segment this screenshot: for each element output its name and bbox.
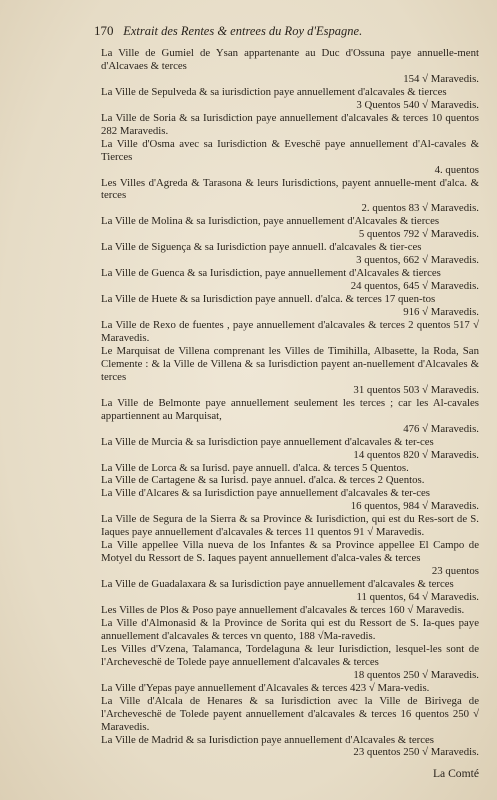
revenue-entry <box>101 241 479 267</box>
entry-amount: 23 quentos <box>431 565 479 578</box>
revenue-entry <box>101 604 479 617</box>
entry-amount: 23 quentos 250 √ Maravedis. <box>353 746 479 759</box>
revenue-entry <box>101 267 479 293</box>
entry-text: La Ville d'Almonasid & la Province de Sorita qui est du Ressort de S. Ia-ques paye annuellement d'alcavales & terces vn quento, 188 √Ma-ravedis. <box>101 616 479 642</box>
entry-amount: 18 quentos 250 √ Maravedis. <box>353 668 479 681</box>
entry-text: La Ville de Molina & sa Iurisdiction, paye annuellement d'Alcavales & tierces <box>101 215 440 228</box>
entry-text: La Ville d'Yepas paye annuellement d'Alcavales & terces 423 √ Mara-vedis. <box>101 681 430 694</box>
revenue-entry <box>101 47 479 86</box>
revenue-entry <box>101 734 479 760</box>
entry-text: Le Marquisat de Villena comprenant les Villes de Timihilla, Albasette, la Roda, San Clemente : & la Ville de Villena & sa Iurisdiction payent an-nuellement d'Alcavales & terces <box>101 344 479 383</box>
revenue-entry <box>101 293 479 319</box>
entry-amount: 11 quentos, 64 √ Maravedis. <box>356 591 479 604</box>
revenue-entry <box>101 397 479 436</box>
running-title: Extrait des Rentes & entrees du Roy d'Espagne. <box>123 24 363 38</box>
revenue-entry <box>101 487 479 513</box>
entry-amount: 4. quentos <box>434 163 479 176</box>
entry-text: La Ville de Belmonte paye annuellement seulement les terces ; car les Al-cavales appartiennent au Marquisat, <box>101 396 479 422</box>
catchword: La Comté <box>432 767 479 780</box>
revenue-entry <box>101 539 479 578</box>
entry-text: La Ville de Siguença & sa Iurisdiction paye annuell. d'alcavales & tier-ces <box>101 241 422 254</box>
revenue-entry <box>101 86 479 112</box>
entry-text: La Ville d'Osma avec sa Iurisdiction & Eveschë paye annuellement d'Al-cavales & Tierces <box>101 137 479 163</box>
revenue-entry <box>101 319 479 345</box>
entry-text: La Ville de Murcia & sa Iurisdiction paye annuellement d'alcavales & ter-ces <box>101 435 434 448</box>
entry-text: La Ville de Guenca & sa Iurisdiction, paye annuellement d'Alcavales & tierces <box>101 267 441 280</box>
revenue-entry <box>101 474 479 487</box>
entry-text: La Ville de Madrid & sa Iurisdiction paye annuellement d'Alcavales & terces <box>101 733 434 746</box>
revenue-entry <box>101 643 479 682</box>
entry-amount: 476 √ Maravedis. <box>403 422 479 435</box>
revenue-entry <box>101 138 479 177</box>
entry-amount: 3 Quentos 540 √ Maravedis. <box>356 98 479 111</box>
revenue-entry <box>101 436 479 462</box>
revenue-entry <box>101 462 479 475</box>
revenue-entry <box>101 177 479 216</box>
revenue-entry <box>101 682 479 695</box>
entry-text: La Ville de Cartagene & sa Iurisd. paye annuel. d'alca. & terces 2 Quentos. <box>101 474 425 487</box>
revenue-entry <box>101 513 479 539</box>
entry-amount: 24 quentos, 645 √ Maravedis. <box>350 280 479 293</box>
entry-text: La Ville de Sepulveda & sa iurisdiction paye annuellement d'alcavales & tierces <box>101 85 447 98</box>
entry-text: La Ville de Rexo de fuentes , paye annuellement d'alcavales & terces 2 quentos 517 √ Maravedis. <box>101 319 479 344</box>
revenue-entry <box>101 112 479 138</box>
entry-amount: 154 √ Maravedis. <box>403 72 479 85</box>
entry-amount: 5 quentos 792 √ Maravedis. <box>358 228 479 241</box>
revenue-entry <box>101 578 479 604</box>
running-header <box>94 22 479 40</box>
entry-text: La Ville de Segura de la Sierra & sa Province & Iurisdiction, qui est du Res-sort de S. Iaques paye annuellement d'alcavales & terces 11 quentos 91 √ Maravedis. <box>101 513 479 539</box>
entry-amount: 2. quentos 83 √ Maravedis. <box>361 202 479 215</box>
entry-text: La Ville d'Alcala de Henares & sa Iurisdiction avec la Ville de Birivega de l'Archeveschë de Tolede payent annuellement d'alcavales & terces 16 quentos 250 √ Maravedis. <box>101 694 479 733</box>
revenue-entry <box>101 695 479 734</box>
entry-amount: 14 quentos 820 √ Maravedis. <box>353 448 479 461</box>
entry-amount: 31 quentos 503 √ Maravedis. <box>353 383 479 396</box>
page-body <box>101 47 479 759</box>
entry-amount: 3 quentos, 662 √ Maravedis. <box>356 254 479 267</box>
entry-text: Les Villes de Plos & Poso paye annuellement d'alcavales & terces 160 √ Maravedis. <box>101 603 465 616</box>
entry-text: La Ville de Lorca & sa Iurisd. paye annuell. d'alca. & terces 5 Quentos. <box>101 461 409 474</box>
entry-amount: 916 √ Maravedis. <box>403 306 479 319</box>
entry-text: La Ville de Soria & sa Iurisdiction paye annuellement d'alcavales & terces 10 quentos 282 Maravedis. <box>101 111 479 137</box>
entry-text: Les Villes d'Agreda & Tarasona & leurs Iurisdictions, payent annuelle-ment d'alca. & terces <box>101 176 479 202</box>
entry-text: La Ville d'Alcares & sa Iurisdiction paye annuellement d'alcavales & ter-ces <box>101 487 431 500</box>
entry-text: Les Villes d'Vzena, Talamanca, Tordelaguna & leur Iurisdiction, lesquel-les sont de l'Archeveschë de Tolede paye annuellement d'alcavales & terces <box>101 642 479 668</box>
entry-text: La Ville de Gumiel de Ysan appartenante au Duc d'Ossuna paye annuelle-ment d'Alcavaes & terces <box>101 47 479 72</box>
entry-text: La Ville appellee Villa nueva de los Infantes & sa Province appellee El Campo de Motyel du Ressort de S. Iaques payent annuellement d'alca-vales & terces <box>101 539 479 565</box>
revenue-entry <box>101 215 479 241</box>
entry-text: La Ville de Huete & sa Iurisdiction paye annuell. d'alca. & terces 17 quen-tos <box>101 293 436 306</box>
revenue-entry <box>101 345 479 397</box>
revenue-entry <box>101 617 479 643</box>
entry-text: La Ville de Guadalaxara & sa Iurisdiction paye annuellement d'alcavales & terces <box>101 578 454 591</box>
page-number: 170 <box>94 23 114 38</box>
entry-amount: 16 quentos, 984 √ Maravedis. <box>350 500 479 513</box>
